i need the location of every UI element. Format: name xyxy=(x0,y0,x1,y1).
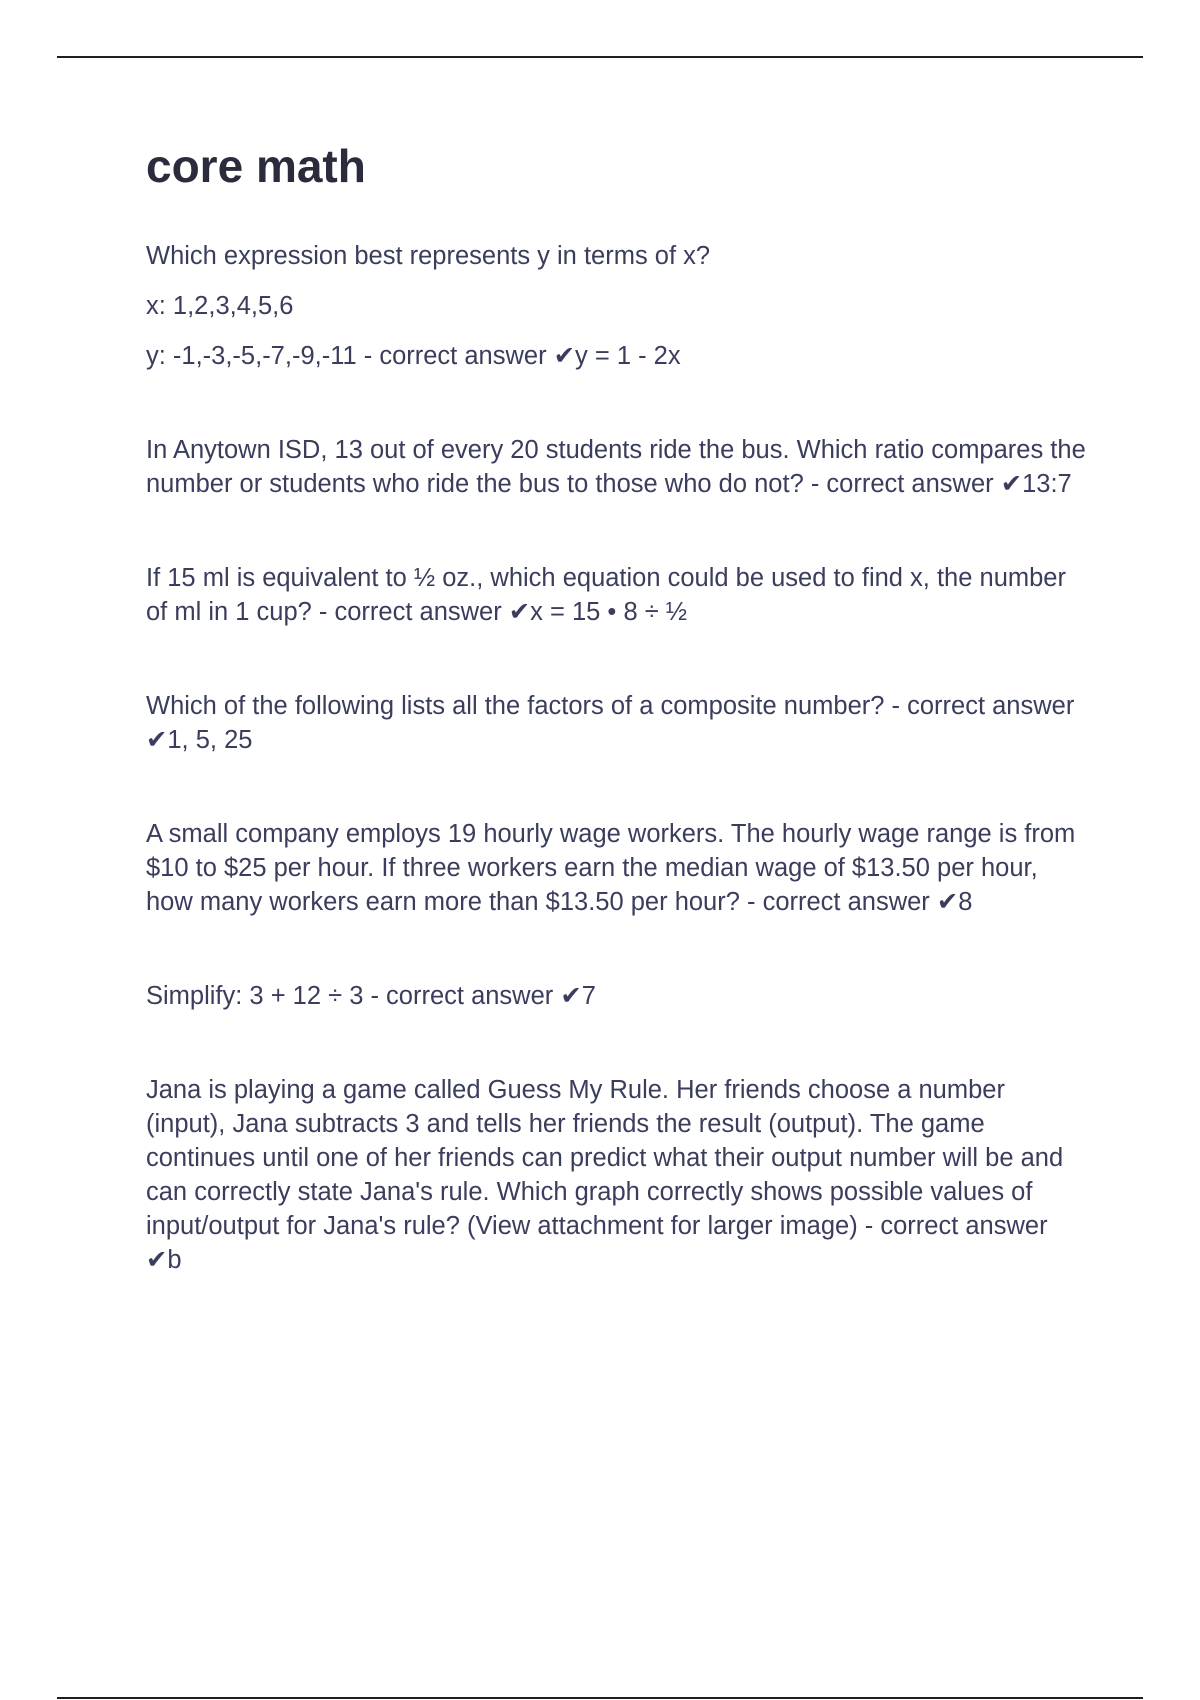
bottom-divider xyxy=(57,1697,1143,1699)
question-5 xyxy=(146,817,1086,919)
question-3 xyxy=(146,561,1086,629)
question-4 xyxy=(146,689,1086,757)
question-6-text: Simplify: 3 + 12 ÷ 3 - correct answer ✔7 xyxy=(146,981,596,1010)
question-5-text: A small company employs 19 hourly wage workers. The hourly wage range is from $10 to $25 per hour. If three workers earn the median wage of $13.50 per hour, how many workers earn more than $13.50 per hour? - correct answer ✔8 xyxy=(146,819,1076,916)
question-1-line-1: Which expression best represents y in terms of x? xyxy=(146,241,711,270)
question-7 xyxy=(146,1073,1086,1277)
question-7-text: Jana is playing a game called Guess My Rule. Her friends choose a number (input), Jana subtracts 3 and tells her friends the result (output). The game continues until one of her friends can predict what their output number will be and can correctly state Jana's rule. Which graph correctly shows possible values of input/output for Jana's rule? (View attachment for larger image) - correct answer ✔b xyxy=(146,1075,1064,1274)
document-body xyxy=(146,140,1086,1337)
question-3-text: If 15 ml is equivalent to ½ oz., which equation could be used to find x, the number of ml in 1 cup? - correct answer ✔x = 15 • 8 ÷ ½ xyxy=(146,563,1066,626)
question-1-line-3: y: -1,-3,-5,-7,-9,-11 - correct answer ✔y = 1 - 2x xyxy=(146,341,681,370)
question-1 xyxy=(146,239,1086,373)
question-4-text: Which of the following lists all the factors of a composite number? - correct answer ✔1, 5, 25 xyxy=(146,691,1075,754)
question-6 xyxy=(146,979,1086,1013)
question-2-text: In Anytown ISD, 13 out of every 20 students ride the bus. Which ratio compares the number or students who ride the bus to those who do not? - correct answer ✔13:7 xyxy=(146,435,1086,498)
document-title: core math xyxy=(146,140,366,192)
top-divider xyxy=(57,56,1143,58)
question-2 xyxy=(146,433,1086,501)
question-1-line-2: x: 1,2,3,4,5,6 xyxy=(146,291,294,320)
